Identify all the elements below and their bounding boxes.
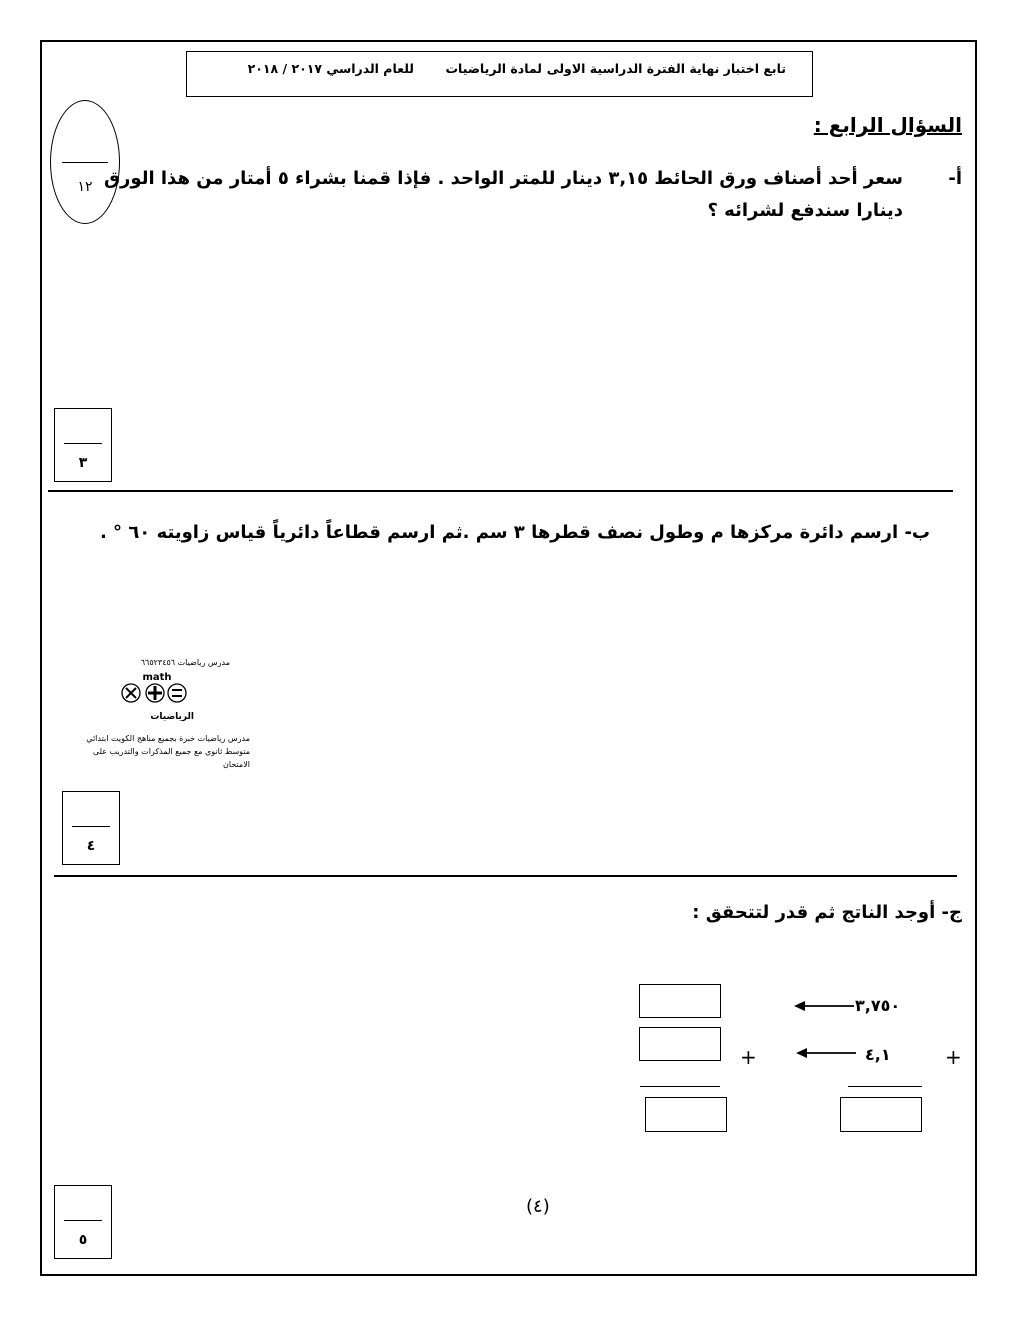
estimate-answer-box[interactable]: [645, 1097, 727, 1132]
score-line: [64, 1220, 102, 1221]
watermark-line4: الامتحان: [223, 760, 250, 769]
score-line: [72, 826, 110, 827]
plus-sign-right: +: [945, 1045, 962, 1069]
watermark-caption: الرياضيات: [150, 712, 194, 722]
plus-sign-left: +: [740, 1045, 757, 1069]
watermark-line3: متوسط ثانوي مع جميع المذكرات والتدريب على: [92, 747, 250, 756]
score-line: [64, 443, 102, 444]
part-a-score-box: [54, 408, 112, 482]
math-symbols-icon: [117, 670, 197, 704]
watermark-line1: مدرس رياضيات ٦٦٥٢٣٤٥٦: [140, 658, 230, 667]
total-score-oval: [50, 100, 120, 224]
exam-header: [186, 51, 813, 97]
part-b-score: ٤: [86, 838, 96, 854]
part-a-label: أ-: [948, 168, 962, 189]
arrow-left-icon: [796, 1046, 858, 1060]
part-c-score-box: [54, 1185, 112, 1259]
addend-2: ٤,١: [865, 1045, 891, 1064]
exam-title: تابع اختبار نهاية الفترة الدراسية الاولى: [546, 61, 786, 76]
sum-line-left: [640, 1086, 720, 1087]
sum-line-right: [848, 1086, 922, 1087]
part-a-line2: دينارا سندفع لشرائه ؟: [707, 200, 903, 221]
watermark-logo: [62, 648, 262, 783]
logo-word: math: [142, 672, 172, 683]
exam-year: للعام الدراسي ٢٠١٧ / ٢٠١٨: [247, 61, 414, 76]
addend-1: ٣,٧٥٠: [855, 996, 901, 1015]
part-a-line1: سعر أحد أصناف ورق الحائط ٣,١٥ دينار للمتر الواحد . فإذا قمنا بشراء ٥ أمتار من هذا الورق: [103, 168, 903, 189]
part-a-score: ٣: [78, 455, 88, 471]
score-line: [62, 162, 108, 163]
estimate-box-1[interactable]: [639, 984, 721, 1018]
estimate-box-2[interactable]: [639, 1027, 721, 1061]
answer-box-right[interactable]: [840, 1097, 922, 1132]
total-score: ١٢: [77, 179, 93, 195]
watermark-line2: مدرس رياضيات خبرة بجميع مناهج الكويت ابتدائي: [86, 734, 250, 743]
part-c-score: ٥: [78, 1232, 88, 1248]
exam-subject: لمادة الرياضيات: [445, 61, 542, 76]
section-divider: [48, 490, 953, 492]
part-c-text: ج- أوجد الناتج ثم قدر لتتحقق :: [692, 902, 962, 923]
section-divider: [54, 875, 957, 877]
part-b-text: ب- ارسم دائرة مركزها م وطول نصف قطرها ٣ سم .ثم ارسم قطاعاً دائرياً قياس زاويته ٦٠ ° .: [99, 522, 930, 543]
page-number: (٤): [526, 1196, 550, 1217]
arrow-left-icon: [794, 999, 856, 1013]
question-title: السؤال الرابع :: [813, 113, 962, 137]
part-b-score-box: [62, 791, 120, 865]
